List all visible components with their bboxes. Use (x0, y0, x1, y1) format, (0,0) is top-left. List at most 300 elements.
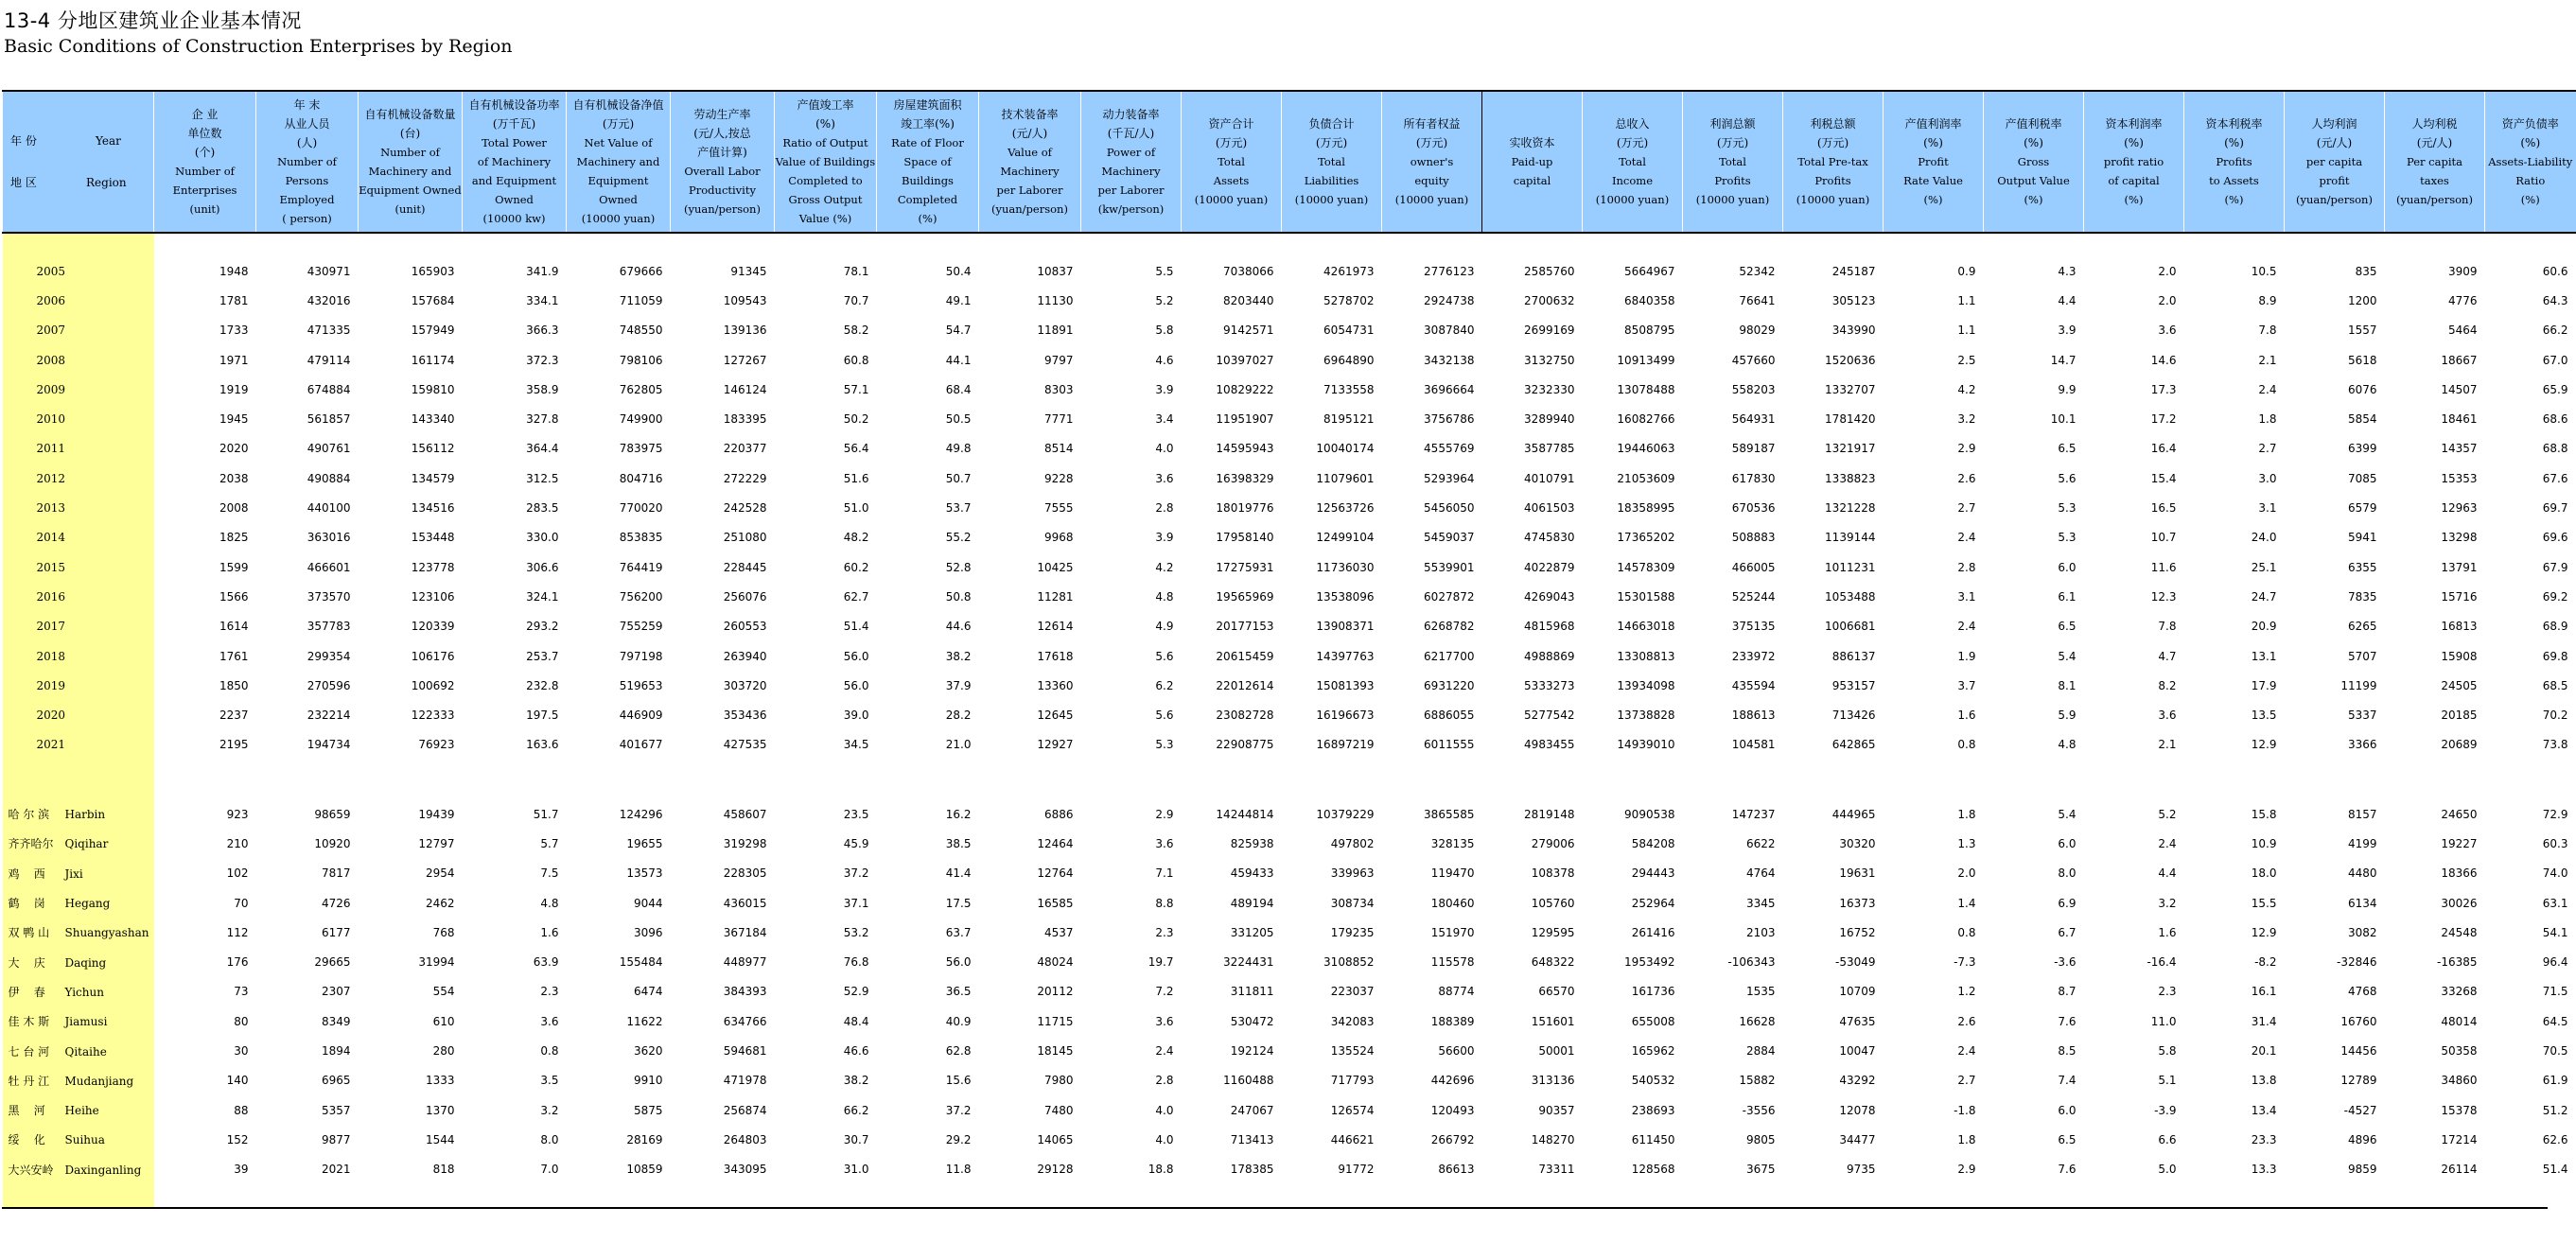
data-cell: 10.7 (2150, 531, 2177, 545)
data-cell: 210 (226, 836, 249, 850)
data-cell: 13.8 (2251, 1074, 2277, 1088)
data-cell: 2.4 (1957, 531, 1976, 545)
column-header (1182, 91, 1282, 233)
data-cell: 29665 (314, 955, 351, 970)
data-cell: 3620 (633, 1044, 663, 1059)
row-label-cell (3, 404, 154, 433)
data-cell: 3082 (2347, 925, 2377, 939)
data-cell: 220377 (723, 442, 767, 456)
column-header-en: Profits (1714, 174, 1751, 187)
data-cell: 21.0 (945, 738, 972, 752)
data-cell: 24.0 (2251, 531, 2277, 545)
data-cell: 7480 (1043, 1103, 1074, 1117)
row-region-en: Daxinganling (64, 1163, 142, 1177)
row-label-cell (3, 918, 154, 947)
data-cell: 1953492 (1624, 955, 1675, 970)
column-header (1884, 91, 1984, 233)
row-region-cn: 大 庆 (8, 955, 45, 970)
data-cell: 3087840 (1424, 324, 1475, 338)
data-cell: 10859 (626, 1163, 663, 1177)
row-label-cell (3, 493, 154, 522)
data-cell: 15301588 (1617, 589, 1675, 604)
data-cell: 3.9 (1155, 382, 1174, 396)
row-label-cell (3, 464, 154, 493)
column-header-en: equity (1414, 174, 1449, 187)
data-cell: 148270 (1531, 1132, 1575, 1146)
data-cell: 6399 (2347, 442, 2377, 456)
data-cell: 3587785 (1524, 442, 1575, 456)
data-cell: 56.4 (843, 442, 869, 456)
data-cell: 44.1 (945, 353, 972, 367)
data-cell: 56.0 (843, 649, 869, 663)
column-header-cn: 房屋建筑面积 (893, 98, 962, 112)
data-cell: 146124 (723, 382, 767, 396)
data-cell: 497802 (1330, 836, 1375, 850)
row-year: 2008 (36, 353, 66, 367)
column-header-cn: 劳动生产率 (693, 108, 751, 121)
data-cell: 770020 (619, 501, 663, 516)
column-header-en: Enterprises (172, 184, 237, 197)
column-header-en: Total (1318, 155, 1345, 168)
column-header (2084, 91, 2184, 233)
column-header-cn: 资产负债率 (2501, 117, 2559, 131)
data-cell: 14507 (2441, 382, 2478, 396)
row-year: 2017 (36, 620, 66, 634)
column-header-cn: (万元) (1716, 136, 1749, 149)
column-header-cn: 资本利润率 (2105, 117, 2163, 131)
data-cell: 330.0 (526, 531, 559, 545)
data-cell: 353436 (723, 709, 767, 723)
data-cell: 7555 (1043, 501, 1074, 516)
data-cell: 91772 (1338, 1163, 1375, 1177)
data-cell: 3.6 (2158, 324, 2177, 338)
data-cell: 64.3 (2542, 293, 2568, 307)
data-cell: 3.7 (1957, 678, 1976, 692)
column-header-cn: (元/人) (2316, 136, 2353, 149)
data-cell: 17958140 (1216, 531, 1274, 545)
row-label-cell (3, 1006, 154, 1036)
data-cell: 6.0 (2058, 560, 2077, 574)
data-cell: 3.0 (2258, 471, 2277, 485)
data-cell: 1053488 (1825, 589, 1876, 604)
data-cell: 151970 (1430, 925, 1475, 939)
data-cell: 16585 (1037, 896, 1074, 910)
data-cell: 2.7 (1957, 501, 1976, 516)
data-cell: 9859 (2347, 1163, 2377, 1177)
column-header-cn: 产值利税率 (2005, 117, 2062, 131)
data-cell: 11622 (626, 1014, 663, 1028)
column-header-en: Paid-up (1511, 155, 1553, 168)
row-label-cell (3, 829, 154, 858)
column-header-en: Net Value of (584, 136, 653, 149)
data-cell: 4.7 (2158, 649, 2177, 663)
column-header-en: (10000 yuan) (581, 212, 656, 225)
column-header-cn: 从业人员 (284, 117, 330, 131)
row-year: 2021 (36, 738, 66, 752)
data-cell: 5464 (2447, 324, 2478, 338)
data-cell: 17618 (1037, 649, 1074, 663)
table-row (3, 523, 2576, 552)
column-header-en: capital (1513, 174, 1551, 187)
data-cell: 279006 (1531, 836, 1575, 850)
data-cell: 29.2 (945, 1132, 972, 1146)
data-cell: 2.9 (1155, 807, 1174, 821)
data-cell: 39 (234, 1163, 249, 1177)
data-cell: 19.7 (1148, 955, 1174, 970)
data-cell: 0.9 (1957, 264, 1976, 278)
data-cell: 188613 (1731, 709, 1776, 723)
data-cell: 14397763 (1316, 649, 1375, 663)
data-cell: 10920 (314, 836, 351, 850)
data-cell: 519653 (619, 678, 663, 692)
column-header-en: Space of (903, 155, 952, 168)
data-cell: 12499104 (1316, 531, 1375, 545)
data-cell: 634766 (723, 1014, 767, 1028)
data-cell: 717793 (1330, 1074, 1375, 1088)
data-cell: 2776123 (1424, 264, 1475, 278)
row-label-cell (3, 256, 154, 286)
data-cell: 18.8 (1148, 1163, 1174, 1177)
data-cell: 4.9 (1155, 620, 1174, 634)
column-header-en: Machinery and (368, 165, 452, 178)
data-cell: 62.7 (843, 589, 869, 604)
data-cell: 6027872 (1424, 589, 1475, 604)
data-cell: 4061503 (1524, 501, 1575, 516)
data-cell: 446621 (1330, 1132, 1375, 1146)
data-cell: 5.9 (2058, 709, 2077, 723)
column-header-en: (%) (2520, 193, 2540, 206)
data-cell: 16398329 (1216, 471, 1274, 485)
data-cell: 5.3 (2058, 531, 2077, 545)
data-cell: 12078 (1839, 1103, 1876, 1117)
data-cell: 5357 (321, 1103, 351, 1117)
column-header (2385, 91, 2485, 233)
data-cell: 8.8 (1155, 896, 1174, 910)
data-cell: 11736030 (1316, 560, 1375, 574)
data-cell: 1.9 (1957, 649, 1976, 663)
data-cell: 3132750 (1524, 353, 1575, 367)
data-cell: 15.4 (2150, 471, 2177, 485)
data-cell: 50.5 (945, 412, 972, 427)
data-cell: 457660 (1731, 353, 1776, 367)
data-cell: 12614 (1037, 620, 1074, 634)
data-cell: 124296 (619, 807, 663, 821)
data-cell: 66.2 (2542, 324, 2568, 338)
data-cell: 6265 (2347, 620, 2377, 634)
data-cell: 1614 (219, 620, 249, 634)
data-cell: 1.8 (1957, 1132, 1976, 1146)
data-cell: 2.4 (1155, 1044, 1174, 1059)
data-cell: 55.2 (945, 531, 972, 545)
column-header-en: Profit (1918, 155, 1949, 168)
row-label-cell (3, 316, 154, 345)
data-cell: 129595 (1531, 925, 1575, 939)
data-cell: 674884 (307, 382, 351, 396)
data-cell: 6886055 (1424, 709, 1475, 723)
data-cell: 7771 (1043, 412, 1074, 427)
data-cell: 49.1 (945, 293, 972, 307)
data-cell: 293.2 (526, 620, 559, 634)
data-cell: 294443 (1631, 866, 1675, 881)
data-cell: -8.2 (2254, 955, 2277, 970)
data-cell: 242528 (723, 501, 767, 516)
data-cell: 4768 (2347, 985, 2377, 999)
data-cell: 679666 (619, 264, 663, 278)
data-cell: 343990 (1831, 324, 1876, 338)
data-cell: 471978 (723, 1074, 767, 1088)
data-cell: 319298 (723, 836, 767, 850)
data-cell: 6.2 (1155, 678, 1174, 692)
data-cell: 17.5 (945, 896, 972, 910)
data-cell: 5.4 (2058, 649, 2077, 663)
data-cell: 9805 (1745, 1132, 1776, 1146)
data-cell: 50001 (1538, 1044, 1575, 1059)
data-cell: 17214 (2441, 1132, 2478, 1146)
data-cell: 54.7 (945, 324, 972, 338)
data-cell: 6.5 (2058, 442, 2077, 456)
data-cell: 228445 (723, 560, 767, 574)
data-cell: 88 (234, 1103, 249, 1117)
data-cell: 90357 (1538, 1103, 1575, 1117)
table-row (3, 1095, 2576, 1125)
row-region-cn: 齐齐哈尔 (8, 837, 54, 851)
data-cell: 1599 (219, 560, 249, 574)
data-cell: 2954 (425, 866, 455, 881)
data-cell: 26114 (2441, 1163, 2478, 1177)
data-cell: 1781 (219, 293, 249, 307)
column-header-en: Number of (380, 146, 440, 159)
column-header-cn: (万元) (1415, 136, 1448, 149)
data-cell: 825938 (1230, 836, 1274, 850)
table-row (3, 829, 2576, 858)
data-cell: 3.9 (1155, 531, 1174, 545)
data-cell: 128568 (1631, 1163, 1675, 1177)
data-cell: 1971 (219, 353, 249, 367)
data-cell: 4.3 (2058, 264, 2077, 278)
data-cell: 69.7 (2542, 501, 2568, 516)
data-cell: 459433 (1230, 866, 1274, 881)
data-cell: 1333 (425, 1074, 455, 1088)
column-header-en: (yuan/person) (991, 202, 1068, 216)
data-cell: 6054731 (1323, 324, 1375, 338)
column-header-cn: (万元) (1215, 136, 1248, 149)
column-header (359, 91, 463, 233)
data-cell: 339963 (1330, 866, 1375, 881)
row-label-cell (3, 612, 154, 641)
column-header (2485, 91, 2576, 233)
data-cell: 3.9 (2058, 324, 2077, 338)
data-cell: 11130 (1037, 293, 1074, 307)
data-cell: 5.2 (2158, 807, 2177, 821)
data-cell: 15716 (2441, 589, 2478, 604)
table-row (3, 1066, 2576, 1095)
data-cell: 4.0 (1155, 1103, 1174, 1117)
data-cell: 18366 (2441, 866, 2478, 881)
data-cell: 2.0 (2158, 264, 2177, 278)
data-cell: 2.3 (2158, 985, 2177, 999)
data-cell: 16752 (1839, 925, 1876, 939)
row-label-cell (3, 948, 154, 977)
row-label-cell (3, 730, 154, 760)
column-header-en: Machinery and (576, 155, 660, 168)
data-cell: 8514 (1043, 442, 1074, 456)
data-cell: 238693 (1631, 1103, 1675, 1117)
data-cell: 1.1 (1957, 324, 1976, 338)
column-header-en: Value (%) (798, 212, 852, 225)
row-label-cell (3, 888, 154, 918)
column-header-cn: 产值计算) (697, 146, 747, 159)
data-cell: 6177 (321, 925, 351, 939)
data-cell: 5.8 (1155, 324, 1174, 338)
data-cell: 4261973 (1323, 264, 1375, 278)
table-row (3, 582, 2576, 611)
column-header-cn: (万元) (1816, 136, 1849, 149)
data-cell: 366.3 (526, 324, 559, 338)
data-cell: 12963 (2441, 501, 2478, 516)
data-cell: 3675 (1745, 1163, 1776, 1177)
column-header-en: (10000 yuan) (1695, 193, 1770, 206)
data-cell: 223037 (1330, 985, 1375, 999)
data-cell: 554 (432, 985, 455, 999)
column-header-cn: 人均利税 (2411, 117, 2458, 131)
data-cell: 8508795 (1624, 324, 1675, 338)
data-cell: 367184 (723, 925, 767, 939)
data-cell: 7085 (2347, 471, 2377, 485)
column-header-cn: (元/人,按总 (693, 127, 751, 140)
data-cell: 183395 (723, 412, 767, 427)
data-cell: 1945 (219, 412, 249, 427)
data-cell: 8157 (2347, 807, 2377, 821)
table-row (3, 345, 2576, 375)
data-cell: 6.0 (2058, 1103, 2077, 1117)
spacer-cell (3, 233, 154, 256)
data-cell: 1338823 (1825, 471, 1876, 485)
data-cell: 54.1 (2542, 925, 2568, 939)
data-cell: 19655 (626, 836, 663, 850)
column-header-en: (10000 yuan) (1394, 193, 1469, 206)
data-cell: 88774 (1438, 985, 1475, 999)
data-cell: 16082766 (1617, 412, 1675, 427)
data-cell: 38.5 (945, 836, 972, 850)
column-header (775, 91, 877, 233)
data-cell: 7.1 (1155, 866, 1174, 881)
data-cell: 16.1 (2251, 985, 2277, 999)
data-cell: 471335 (307, 324, 351, 338)
data-cell: 13738828 (1617, 709, 1675, 723)
column-header-en: owner's (1410, 155, 1454, 168)
data-cell: 2699169 (1524, 324, 1575, 338)
data-cell: 37.2 (843, 866, 869, 881)
data-cell: 197.5 (526, 709, 559, 723)
column-header-en: (%) (918, 212, 938, 225)
data-cell: 70 (234, 896, 249, 910)
data-cell: -106343 (1727, 955, 1776, 970)
data-cell: 13.3 (2251, 1163, 2277, 1177)
data-cell: 23082728 (1216, 709, 1274, 723)
data-cell: 10.5 (2251, 264, 2277, 278)
data-cell: 2.8 (1155, 1074, 1174, 1088)
spacer-cell (154, 1184, 2576, 1207)
data-cell: 178385 (1230, 1163, 1274, 1177)
column-header-en: per capita (2305, 155, 2363, 168)
data-cell: 2.0 (1957, 866, 1976, 881)
data-cell: 525244 (1731, 589, 1776, 604)
data-cell: 19565969 (1216, 589, 1274, 604)
data-cell: 923 (226, 807, 249, 821)
data-cell: 427535 (723, 738, 767, 752)
data-cell: 3.2 (540, 1103, 559, 1117)
data-cell: 4.2 (1957, 382, 1976, 396)
data-cell: 5.3 (2058, 501, 2077, 516)
row-label-cell (3, 859, 154, 888)
data-cell: 18019776 (1216, 501, 1274, 516)
column-header-en: Assets (1213, 174, 1250, 187)
row-label-cell (3, 641, 154, 671)
data-cell: 4896 (2347, 1132, 2377, 1146)
data-cell: -32846 (2336, 955, 2377, 970)
data-cell: 1321228 (1825, 501, 1876, 516)
data-cell: 5.1 (2158, 1074, 2177, 1088)
data-cell: 57.1 (843, 382, 869, 396)
data-cell: 68.8 (2542, 442, 2568, 456)
column-header-en: profit ratio (2103, 155, 2164, 168)
data-cell: 2.6 (1957, 471, 1976, 485)
column-header (1081, 91, 1182, 233)
data-cell: 306.6 (526, 560, 559, 574)
data-cell: 7835 (2347, 589, 2377, 604)
data-cell: 804716 (619, 471, 663, 485)
column-header-en: (unit) (189, 202, 220, 216)
column-header-en: (%) (2124, 193, 2144, 206)
column-header-en: (10000 yuan) (1194, 193, 1269, 206)
table-row (3, 375, 2576, 404)
data-cell: 17.9 (2251, 678, 2277, 692)
data-cell: 342083 (1330, 1014, 1375, 1028)
data-cell: 343095 (723, 1163, 767, 1177)
row-region-en: Harbin (64, 808, 106, 822)
row-year: 2015 (36, 560, 66, 574)
data-cell: 147237 (1731, 807, 1776, 821)
data-cell: 6.0 (2058, 836, 2077, 850)
column-header-cn: (千瓦/人) (1107, 127, 1155, 140)
column-header-en: profit (2319, 174, 2350, 187)
data-cell: 8203440 (1223, 293, 1274, 307)
column-header-en: Rate Value (1903, 174, 1963, 187)
data-cell: 48.4 (843, 1014, 869, 1028)
data-cell: 19439 (418, 807, 455, 821)
data-cell: 7.2 (1155, 985, 1174, 999)
data-cell: 10837 (1037, 264, 1074, 278)
data-cell: 76923 (418, 738, 455, 752)
column-header-en: Equipment (587, 174, 649, 187)
data-cell: 1.2 (1957, 985, 1976, 999)
column-header-cn: (万元) (1616, 136, 1649, 149)
data-cell: 280 (432, 1044, 455, 1059)
column-header-cn: 企 业 (191, 108, 219, 121)
data-cell: 69.8 (2542, 649, 2568, 663)
column-header-cn: 实收资本 (1509, 136, 1555, 149)
data-cell: 835 (2355, 264, 2377, 278)
data-cell: 11079601 (1316, 471, 1375, 485)
data-cell: 5854 (2347, 412, 2377, 427)
data-cell: 5277542 (1524, 709, 1575, 723)
data-cell: 62.6 (2542, 1132, 2568, 1146)
data-cell: 2008 (219, 501, 249, 516)
row-label-cell (3, 286, 154, 315)
data-cell: 34860 (2441, 1074, 2478, 1088)
data-cell: 489194 (1230, 896, 1274, 910)
data-cell: 589187 (1731, 442, 1776, 456)
